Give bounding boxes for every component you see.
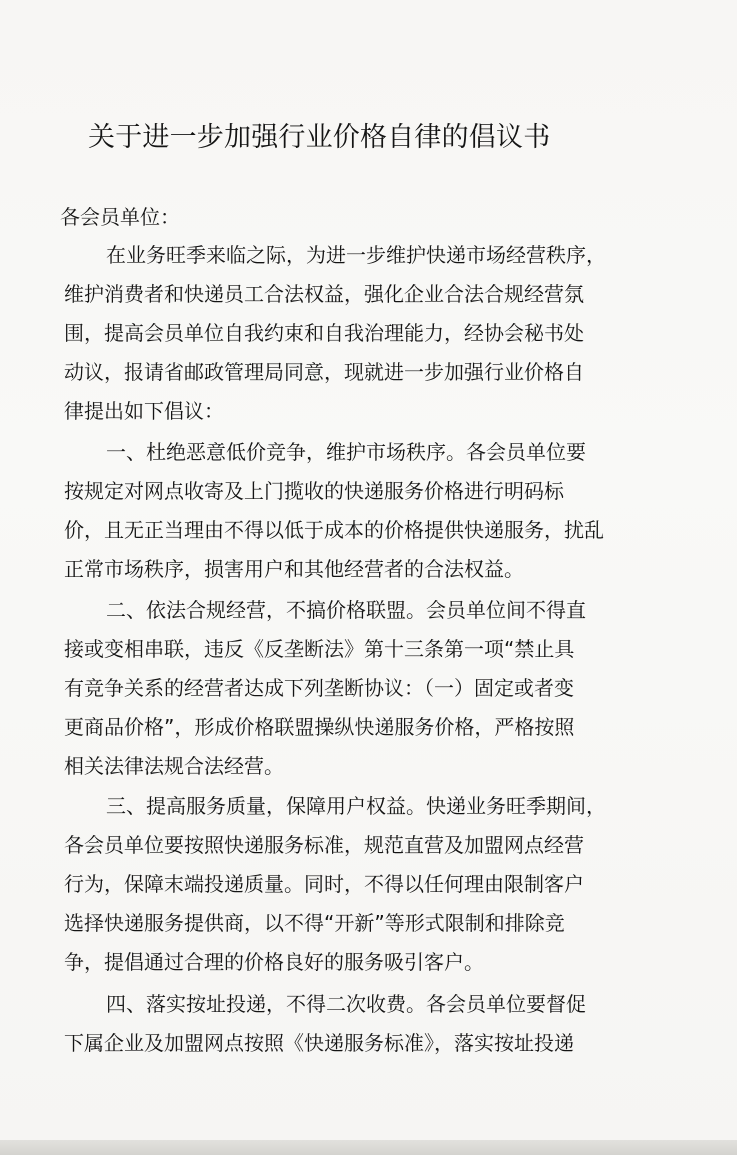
paragraph-line: 相关法律法规合法经营。: [64, 754, 284, 778]
paragraph-intro: [64, 236, 606, 431]
paragraph-line: 各会员单位要按照快递服务标准，规范直营及加盟网点经营: [64, 833, 584, 857]
paragraph-line: 律提出如下倡议：: [64, 399, 224, 423]
paragraph-line: 行为，保障末端投递质量。同时，不得以任何理由限制客户: [64, 872, 584, 896]
paragraph-line: 四、落实按址投递，不得二次收费。各会员单位要督促: [106, 992, 586, 1016]
paragraph-line: 接或变相串联，违反《反垄断法》第十三条第一项“禁止具: [64, 637, 575, 661]
paragraph-item-3: [64, 787, 606, 982]
paragraph-line: 按规定对网点收寄及上门揽收的快递服务价格进行明码标: [64, 479, 564, 503]
paragraph-line: 一、杜绝恶意低价竞争，维护市场秩序。各会员单位要: [106, 440, 586, 464]
paragraph-line: 正常市场秩序，损害用户和其他经营者的合法权益。: [64, 557, 524, 581]
paragraph-line: 更商品价格”，形成价格联盟操纵快递服务价格，严格按照: [64, 715, 575, 739]
paragraph-line: 二、依法合规经营，不搞价格联盟。会员单位间不得直: [106, 598, 586, 622]
paragraph-item-1: [64, 433, 604, 589]
paragraph-line: 下属企业及加盟网点按照《快递服务标准》，落实按址投递: [64, 1031, 574, 1055]
paragraph-line: 维护消费者和快递员工合法权益，强化企业合法合规经营氛: [64, 282, 584, 306]
paragraph-item-2: [64, 591, 586, 786]
page-fold-shadow: [0, 1140, 737, 1155]
paragraph-line: 选择快递服务提供商，以不得“开新”等形式限制和排除竞: [64, 911, 565, 935]
paragraph-line: 三、提高服务质量，保障用户权益。快递业务旺季期间，: [106, 794, 606, 818]
paragraph-line: 在业务旺季来临之际，为进一步维护快递市场经营秩序，: [106, 243, 606, 267]
document-title: 关于进一步加强行业价格自律的倡议书: [88, 122, 551, 153]
paragraph-line: 围，提高会员单位自我约束和自我治理能力，经协会秘书处: [64, 321, 584, 345]
paragraph-item-4: [64, 985, 586, 1063]
salutation: 各会员单位：: [60, 205, 180, 229]
paragraph-line: 价，且无正当理由不得以低于成本的价格提供快递服务，扰乱: [64, 518, 604, 542]
paragraph-line: 有竞争关系的经营者达成下列垄断协议：（一）固定或者变: [64, 676, 574, 700]
paragraph-line: 争，提倡通过合理的价格良好的服务吸引客户。: [64, 950, 484, 974]
paragraph-line: 动议，报请省邮政管理局同意，现就进一步加强行业价格自: [64, 360, 584, 384]
